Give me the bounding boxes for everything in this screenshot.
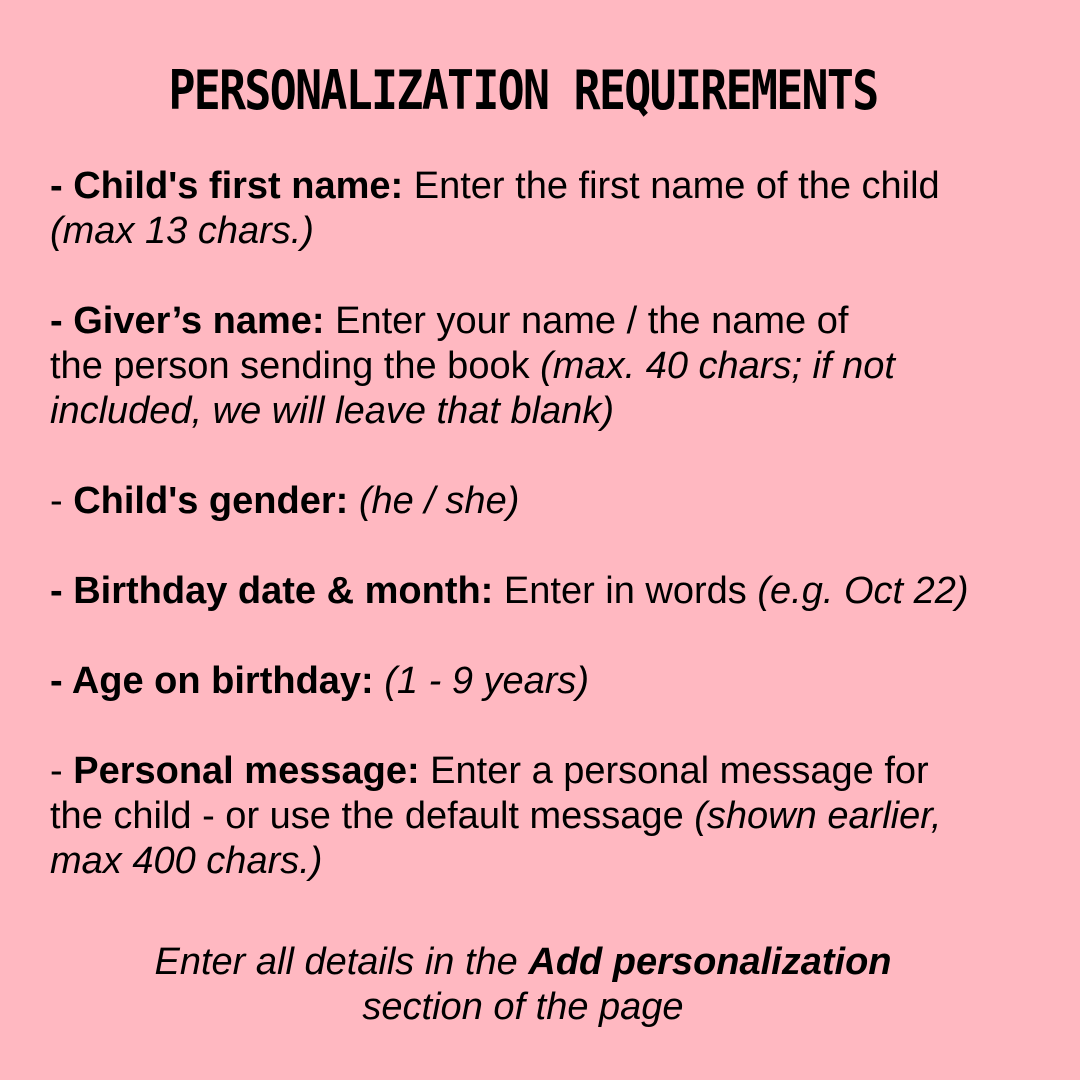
footer-text-line2: section of the page	[362, 986, 684, 1028]
page-title: PERSONALIZATION REQUIREMENTS	[168, 59, 878, 122]
item-note: (1 - 9 years)	[373, 660, 590, 702]
item-label: - Child's first name:	[50, 165, 404, 207]
list-item-child-gender	[50, 479, 1060, 524]
list-item-age	[50, 659, 1060, 704]
list-item-birthday	[50, 569, 1060, 614]
item-note: (he / she)	[348, 480, 520, 522]
item-label: Child's gender:	[73, 480, 349, 522]
item-note: (shown earlier,	[694, 795, 942, 837]
item-label: - Giver’s name:	[50, 300, 325, 342]
item-text-line2: the person sending the book	[50, 345, 541, 387]
item-prefix: -	[50, 480, 74, 522]
footer-text: Enter all details in the	[154, 941, 529, 983]
requirements-list	[50, 164, 1060, 929]
item-text-line2: the child - or use the default message	[50, 795, 695, 837]
footer-note	[0, 940, 1046, 1030]
item-label: Personal message:	[73, 750, 420, 792]
item-note: (max. 40 chars; if not	[540, 345, 895, 387]
item-text: Enter in words	[493, 570, 758, 612]
item-note-line2: included, we will leave that blank)	[50, 390, 614, 432]
item-text: Enter your name / the name of	[324, 300, 849, 342]
item-prefix: -	[50, 750, 74, 792]
item-note: (e.g. Oct 22)	[757, 570, 969, 612]
item-note-line2: max 400 chars.)	[50, 840, 323, 882]
footer-section-name: Add personalization	[528, 941, 892, 983]
item-label: - Age on birthday:	[50, 660, 374, 702]
item-label: - Birthday date & month:	[50, 570, 494, 612]
list-item-personal-message	[50, 749, 1060, 884]
item-text: Enter a personal message for	[419, 750, 929, 792]
list-item-giver-name	[50, 299, 1060, 434]
item-text: Enter the first name of the child	[403, 165, 940, 207]
list-item-child-first-name	[50, 164, 1060, 254]
item-note: (max 13 chars.)	[50, 210, 314, 252]
